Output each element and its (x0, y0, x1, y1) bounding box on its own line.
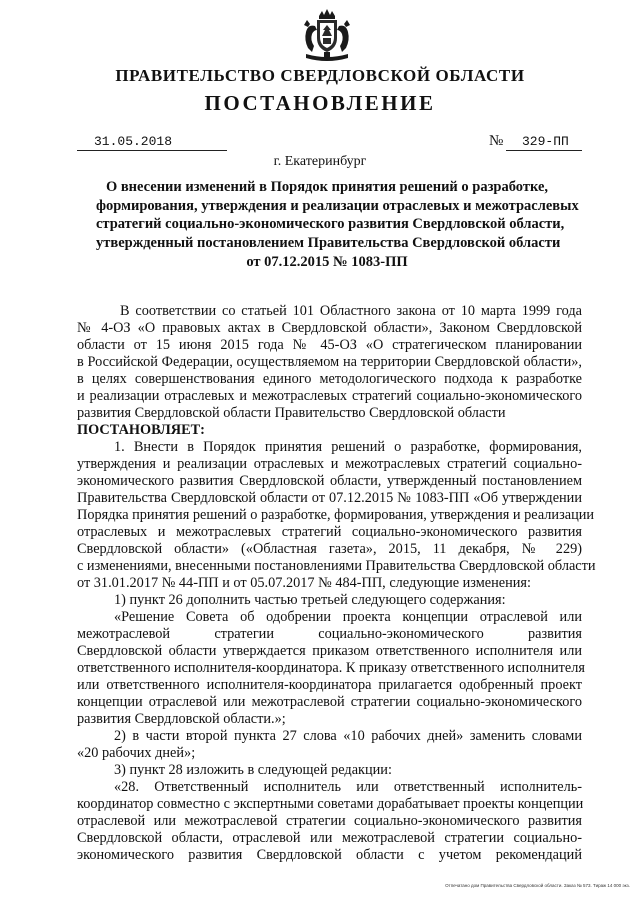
body-line: Свердловской области, отраслевой или межотраслевой стратегии социально- (77, 830, 582, 846)
body-line: 1. Внести в Порядок принятия решений о разработке, формирования, (114, 439, 582, 455)
document-title (96, 178, 579, 272)
body-line: экономического развития Свердловской области, утвержденный постановлением (77, 473, 582, 489)
title-line: О внесении изменений в Порядок принятия решений о разработке, (105, 179, 549, 195)
resolution-keyword: ПОСТАНОВЛЯЕТ: (77, 422, 205, 438)
body-line: концепции отраслевой или межотраслевой стратегии социально-экономического (77, 694, 582, 710)
body-line: «20 рабочих дней»; (77, 745, 196, 761)
government-name: ПРАВИТЕЛЬСТВО СВЕРДЛОВСКОЙ ОБЛАСТИ (115, 66, 525, 85)
body-line: 3) пункт 28 изложить в следующей редакции: (114, 762, 392, 778)
city-line: г. Екатеринбург (273, 154, 367, 169)
body-line: в целях совершенствования единого методологического подхода к разработке (77, 371, 582, 387)
body-line: от 31.01.2017 № 44-ПП и от 05.07.2017 № 484-ПП, следующие изменения: (77, 575, 531, 591)
body-line: ответственного исполнителя-координатора. К приказу ответственного исполнителя (77, 660, 585, 676)
body-line: с изменениями, внесенными постановлениями Правительства Свердловской области (77, 558, 596, 574)
print-footer: Отпечатано дом Правительства Свердловской области. Заказ № 573. Тираж 14 000 экз. (445, 883, 630, 888)
body-line: «28. Ответственный исполнитель или ответственный исполнитель- (114, 779, 582, 795)
document-type: ПОСТАНОВЛЕНИЕ (204, 91, 436, 115)
body-line: отраслевой или межотраслевой стратегии социально-экономического развития (77, 813, 582, 829)
document-body (77, 303, 596, 864)
title-line: от 07.12.2015 № 1083-ПП (246, 253, 408, 270)
body-line: № 4-ОЗ «О правовых актах в Свердловской области», Законом Свердловской (77, 320, 582, 336)
body-line: межотраслевой стратегии социально-экономического развития (77, 626, 582, 642)
coat-of-arms-icon (298, 8, 356, 66)
body-line: «Решение Совета об одобрении проекта концепции отраслевой или (114, 609, 582, 625)
body-line: области от 15 июня 2015 года № 45-ОЗ «О стратегическом планировании (77, 337, 582, 353)
body-line: или ответственного исполнителя-координатора прилагается одобренный проект (77, 677, 582, 693)
document-date: 31.05.2018 (77, 134, 227, 151)
document-number: 329-ПП (506, 134, 582, 151)
body-line: экономического развития Свердловской области с учетом рекомендаций (77, 847, 582, 863)
number-label: № (489, 133, 504, 149)
body-line: Порядка принятия решений о разработке, формирования, утверждения и реализации (77, 507, 595, 523)
body-line: развития Свердловской области.»; (77, 711, 286, 727)
body-line: развития Свердловской области Правительство Свердловской области (77, 405, 506, 421)
title-line: формирования, утверждения и реализации отраслевых и межотраслевых (96, 197, 579, 214)
body-line: и реализации отраслевых и межотраслевых стратегий социально-экономического (77, 388, 582, 404)
body-line: Свердловской области утверждается приказом ответственного исполнителя или (77, 643, 582, 659)
body-line: отраслевых и межотраслевых стратегий социально-экономического развития (77, 524, 582, 540)
body-line: В соответствии со статьей 101 Областного закона от 10 марта 1999 года (120, 303, 582, 319)
body-line: утверждения и реализации отраслевых и межотраслевых стратегий социально- (77, 456, 582, 472)
title-line: стратегий социально-экономического развития Свердловской области, (96, 216, 565, 233)
body-line: 1) пункт 26 дополнить частью третьей следующего содержания: (114, 592, 506, 608)
body-line: Правительства Свердловской области от 07.12.2015 № 1083-ПП «Об утверждении (77, 490, 582, 506)
body-line: координатор совместно с экспертными советами дорабатывает проекты концепции (77, 796, 584, 812)
title-line: утвержденный постановлением Правительства Свердловской области (96, 235, 561, 252)
body-line: Свердловской области» («Областная газета», 2015, 11 декабря, № 229) (77, 541, 582, 557)
body-line: в Российской Федерации, осуществляемом на территории Свердловской области», (77, 354, 582, 370)
body-line: 2) в части второй пункта 27 слова «10 рабочих дней» заменить словами (114, 728, 582, 744)
